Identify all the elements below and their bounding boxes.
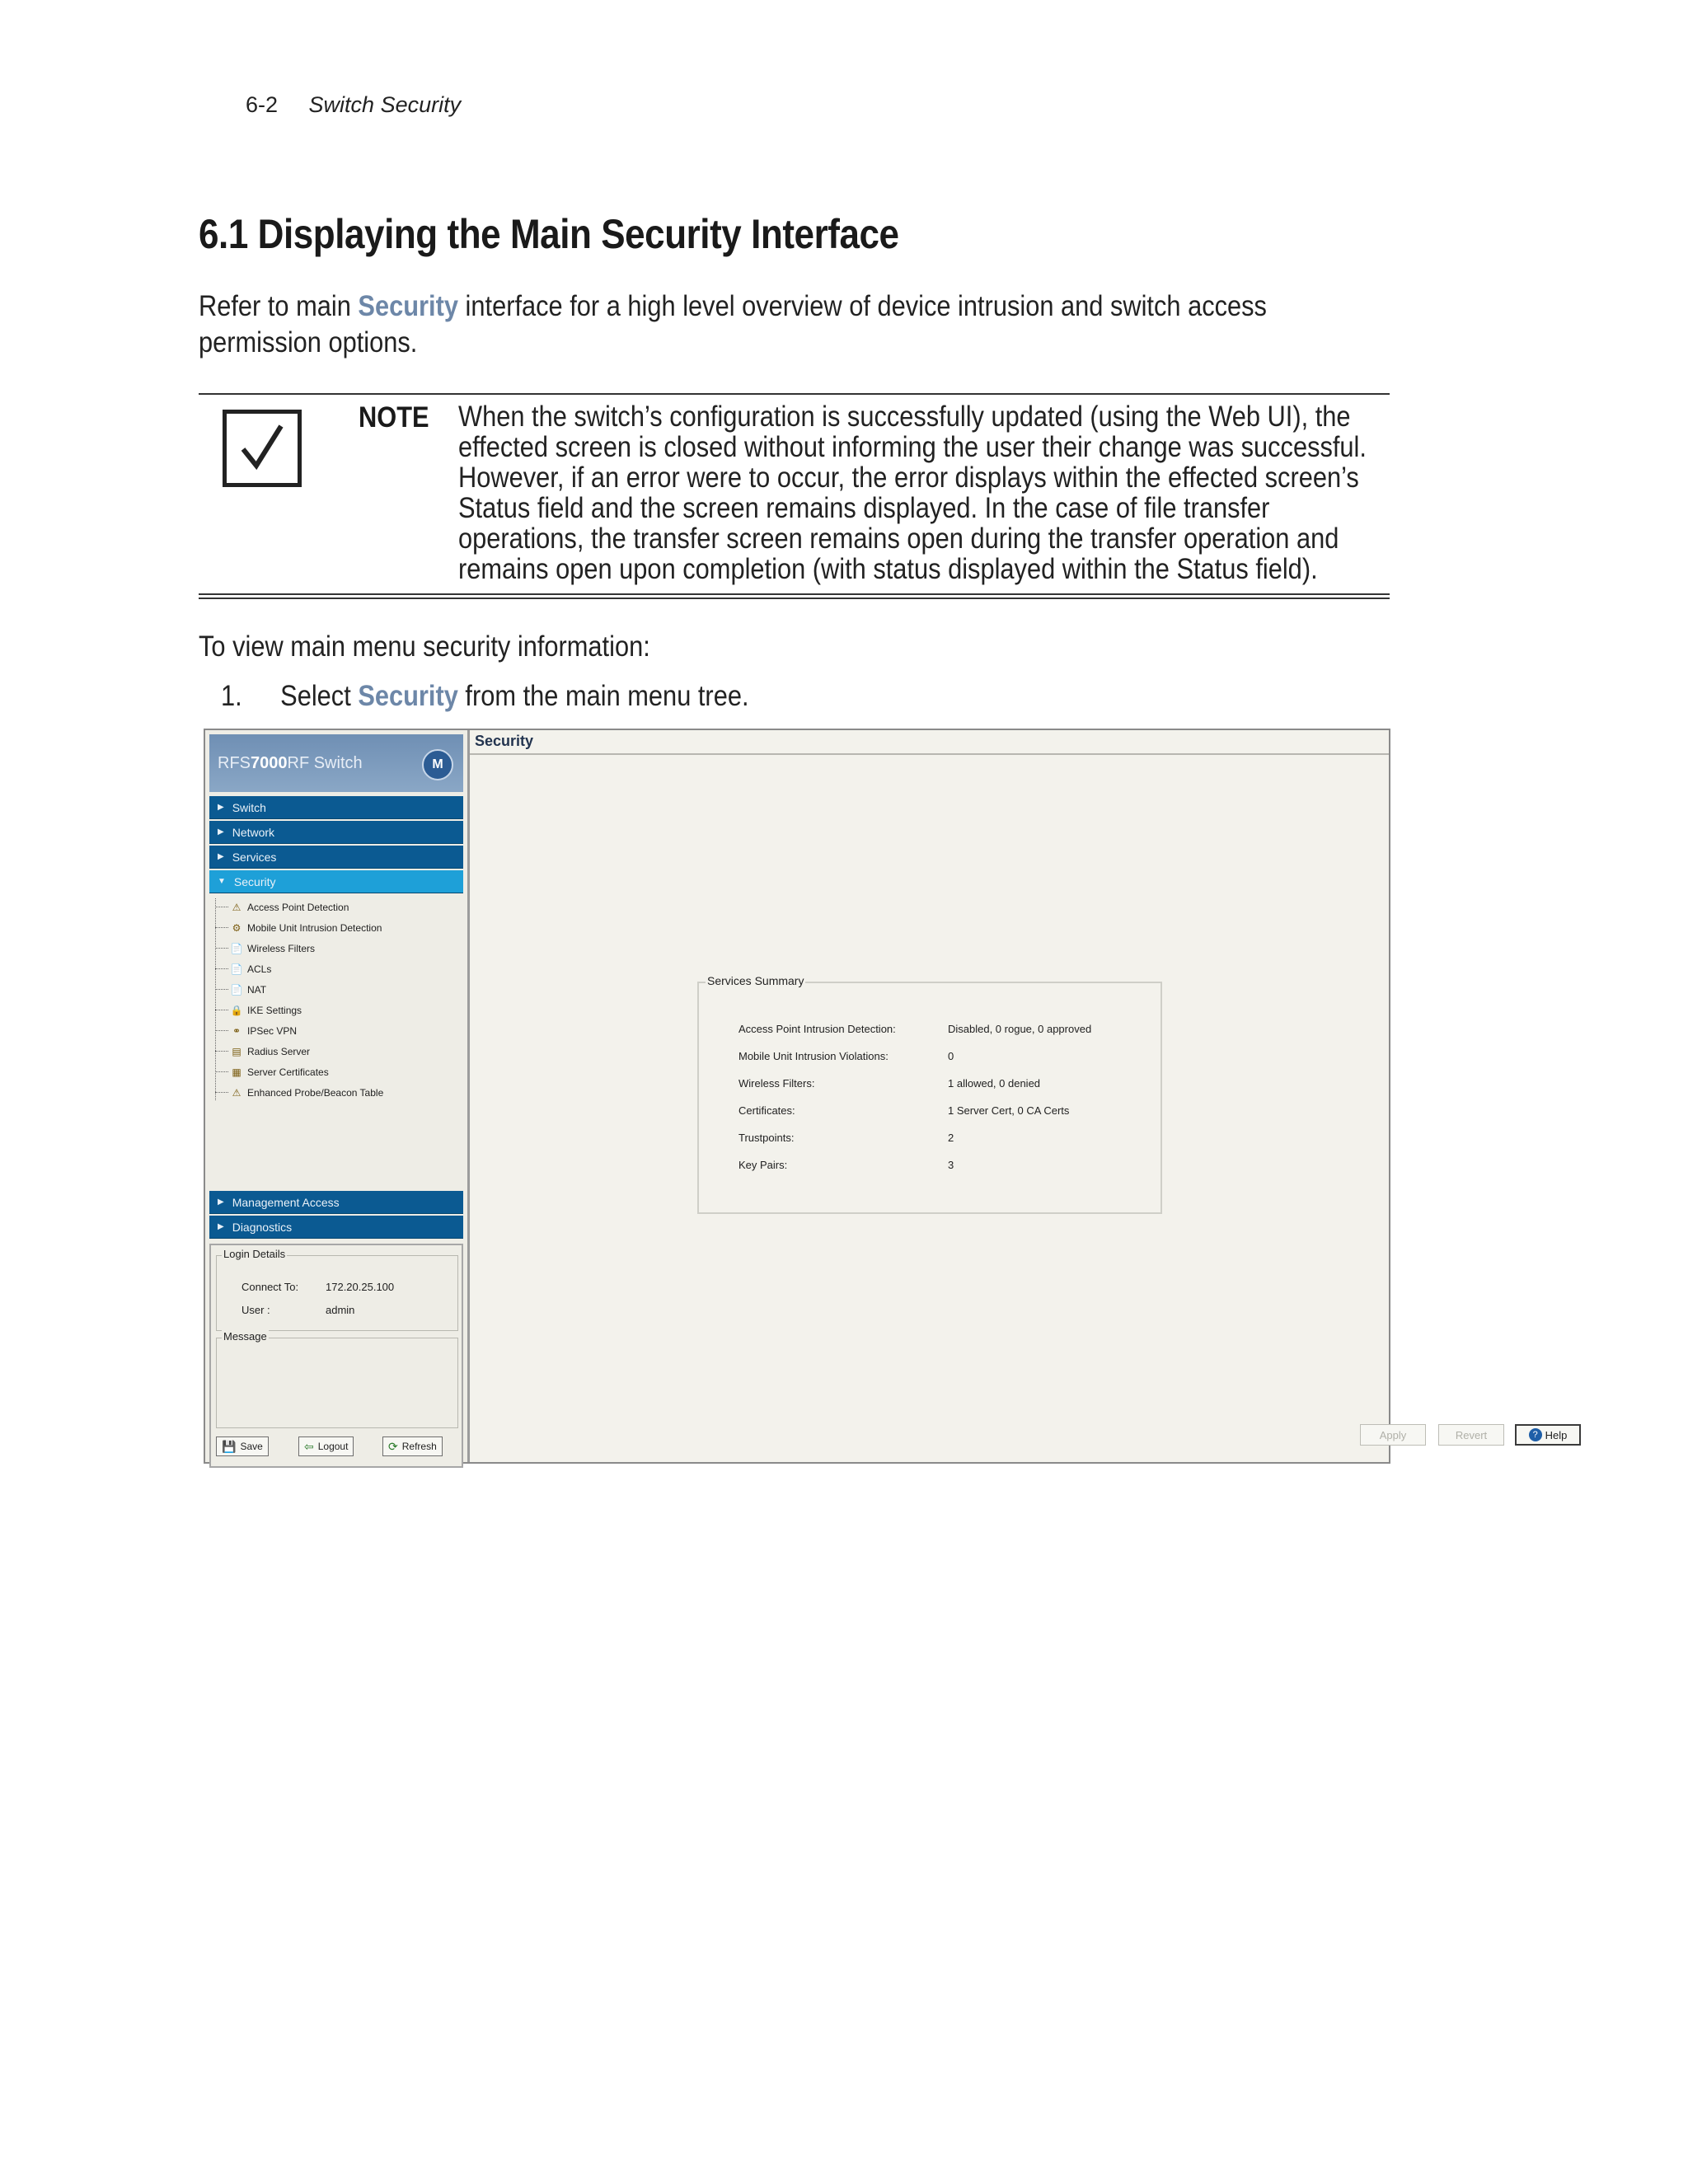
tree-item-label: Wireless Filters (247, 942, 316, 954)
security-screenshot (204, 729, 1568, 1464)
tree-item-server-certificates[interactable] (215, 1062, 467, 1082)
certificate-icon: ▦ (232, 1066, 241, 1078)
tree-item-radius-server[interactable] (215, 1041, 467, 1062)
refresh-label: Refresh (401, 1441, 437, 1452)
tree-item-access-point-detection[interactable] (215, 897, 467, 917)
connect-to-value: 172.20.25.100 (326, 1281, 395, 1293)
step-1 (221, 680, 749, 713)
services-summary (697, 974, 1162, 1214)
login-panel (209, 1244, 463, 1468)
nav-switch-label: Switch (232, 800, 266, 814)
nav-security-label: Security (233, 874, 276, 888)
instruction-paragraph: To view main menu security information: (199, 630, 650, 663)
tree-item-label: Access Point Detection (247, 901, 349, 913)
connect-to-label: Connect To: (241, 1281, 299, 1293)
nav-services[interactable] (209, 846, 463, 869)
message-group (216, 1330, 458, 1428)
tree-item-acls[interactable] (215, 958, 467, 979)
security-tree (205, 895, 467, 1189)
note-text: When the switch’s configuration is successfully updated (using the Web UI), the effected screen is closed without informing the user their change was successful. However, if an error were to occur, the error displays within the effected screen’s Status field and the screen remains displayed. In the case of file transfer operations, the transfer screen remains open during the transfer operation and remains open upon completion (with status displayed within the Status field). (458, 401, 1367, 585)
message-legend: Message (223, 1330, 267, 1343)
tree-item-nat[interactable] (215, 979, 467, 1000)
section-title: 6.1 Displaying the Main Security Interface (199, 211, 899, 257)
summary-value: Disabled, 0 rogue, 0 approved (948, 1023, 1092, 1035)
tree-item-label: IPSec VPN (247, 1024, 298, 1037)
brand-prefix: RFS (218, 753, 251, 772)
tree-item-ipsec-vpn[interactable] (215, 1020, 467, 1041)
summary-label: Wireless Filters: (738, 1077, 815, 1090)
brand-suffix: RF Switch (287, 753, 363, 772)
tree-item-label: Server Certificates (247, 1066, 329, 1078)
tree-item-label: NAT (247, 983, 267, 996)
caret-right-icon: ▶ (218, 827, 224, 837)
caret-right-icon: ▶ (218, 803, 224, 812)
mobile-unit-icon: ⚙ (232, 921, 241, 934)
login-details-legend: Login Details (223, 1248, 286, 1260)
intro-paragraph (199, 288, 1344, 361)
summary-value: 0 (948, 1050, 954, 1062)
summary-label: Access Point Intrusion Detection: (738, 1023, 896, 1035)
user-value: admin (326, 1304, 355, 1316)
motorola-logo-icon: M (422, 749, 453, 780)
caret-right-icon: ▶ (218, 1197, 224, 1207)
summary-value: 1 allowed, 0 denied (948, 1077, 1041, 1090)
summary-label: Certificates: (738, 1104, 795, 1117)
step-text-after: from the main menu tree. (457, 680, 749, 712)
help-label: Help (1545, 1428, 1568, 1441)
nav-security[interactable] (209, 870, 463, 893)
sidebar (205, 730, 470, 1462)
tree-item-label: ACLs (247, 963, 272, 975)
intro-text-before: Refer to main (199, 290, 359, 322)
nav-services-label: Services (232, 850, 277, 864)
main-title: Security (470, 730, 1389, 755)
tree-item-wireless-filters[interactable] (215, 938, 467, 958)
tree-line (215, 898, 216, 1100)
help-icon: ? (1529, 1428, 1542, 1441)
caret-right-icon: ▶ (218, 1222, 224, 1231)
caret-right-icon: ▶ (218, 852, 224, 861)
checkmark-icon (223, 410, 302, 487)
tree-item-label: Mobile Unit Intrusion Detection (247, 921, 382, 934)
tree-item-label: IKE Settings (247, 1004, 302, 1016)
refresh-button[interactable] (382, 1436, 443, 1456)
nav-network[interactable] (209, 821, 463, 844)
services-summary-legend: Services Summary (707, 974, 804, 987)
caret-down-icon: ▼ (218, 877, 226, 886)
nav-switch[interactable] (209, 796, 463, 819)
logout-icon: ⇦ (304, 1439, 314, 1453)
user-label: User : (241, 1304, 270, 1316)
login-details-group (216, 1248, 458, 1331)
intro-keyword: Security (358, 290, 458, 322)
logout-button[interactable] (298, 1436, 354, 1456)
lock-icon: 🔒 (230, 1004, 243, 1016)
nav-network-label: Network (232, 825, 275, 839)
page-number: 6-2 (246, 92, 279, 117)
brand-model: 7000 (251, 753, 288, 772)
help-button[interactable] (1515, 1424, 1581, 1446)
note-label: NOTE (359, 401, 429, 434)
brand-bar (209, 734, 463, 792)
note-bottom-rule (199, 593, 1390, 599)
access-point-icon: ⚠ (232, 1086, 241, 1099)
nav-management-access[interactable] (209, 1191, 463, 1214)
tree-item-ike-settings[interactable] (215, 1000, 467, 1020)
apply-button[interactable]: Apply (1360, 1424, 1426, 1446)
step-number: 1. (221, 680, 242, 712)
tree-item-label: Radius Server (247, 1045, 311, 1057)
save-label: Save (240, 1441, 263, 1452)
step-text-before: Select (280, 680, 359, 712)
nav-diagnostics-label: Diagnostics (232, 1220, 293, 1234)
logout-label: Logout (317, 1441, 349, 1452)
summary-value: 1 Server Cert, 0 CA Certs (948, 1104, 1070, 1117)
summary-label: Trustpoints: (738, 1132, 795, 1144)
step-keyword: Security (358, 680, 458, 712)
server-icon: ▤ (232, 1045, 241, 1057)
refresh-icon: ⟳ (388, 1439, 398, 1453)
intro-text-after: interface for a high level overview of device intrusion and switch access permission options. (199, 290, 1267, 359)
save-button[interactable] (216, 1436, 269, 1456)
document-icon: 📄 (230, 963, 243, 975)
tree-item-enhanced-probe-beacon-table[interactable] (215, 1082, 467, 1103)
save-icon: 💾 (222, 1439, 237, 1453)
tree-item-label: Enhanced Probe/Beacon Table (247, 1086, 384, 1099)
summary-value: 3 (948, 1159, 954, 1171)
vpn-icon: ⚭ (232, 1024, 241, 1037)
revert-button[interactable]: Revert (1438, 1424, 1504, 1446)
access-point-icon: ⚠ (232, 901, 241, 913)
tree-item-mobile-unit-intrusion-detection[interactable] (215, 917, 467, 938)
running-header (246, 92, 461, 118)
note-top-rule (199, 393, 1390, 395)
main-panel (470, 730, 1568, 1462)
document-icon: 📄 (230, 942, 243, 954)
summary-label: Mobile Unit Intrusion Violations: (738, 1050, 889, 1062)
summary-value: 2 (948, 1132, 954, 1144)
running-section-title: Switch Security (308, 92, 462, 117)
summary-label: Key Pairs: (738, 1159, 788, 1171)
document-icon: 📄 (230, 983, 243, 996)
nav-diagnostics[interactable] (209, 1216, 463, 1239)
nav-management-access-label: Management Access (232, 1195, 340, 1209)
